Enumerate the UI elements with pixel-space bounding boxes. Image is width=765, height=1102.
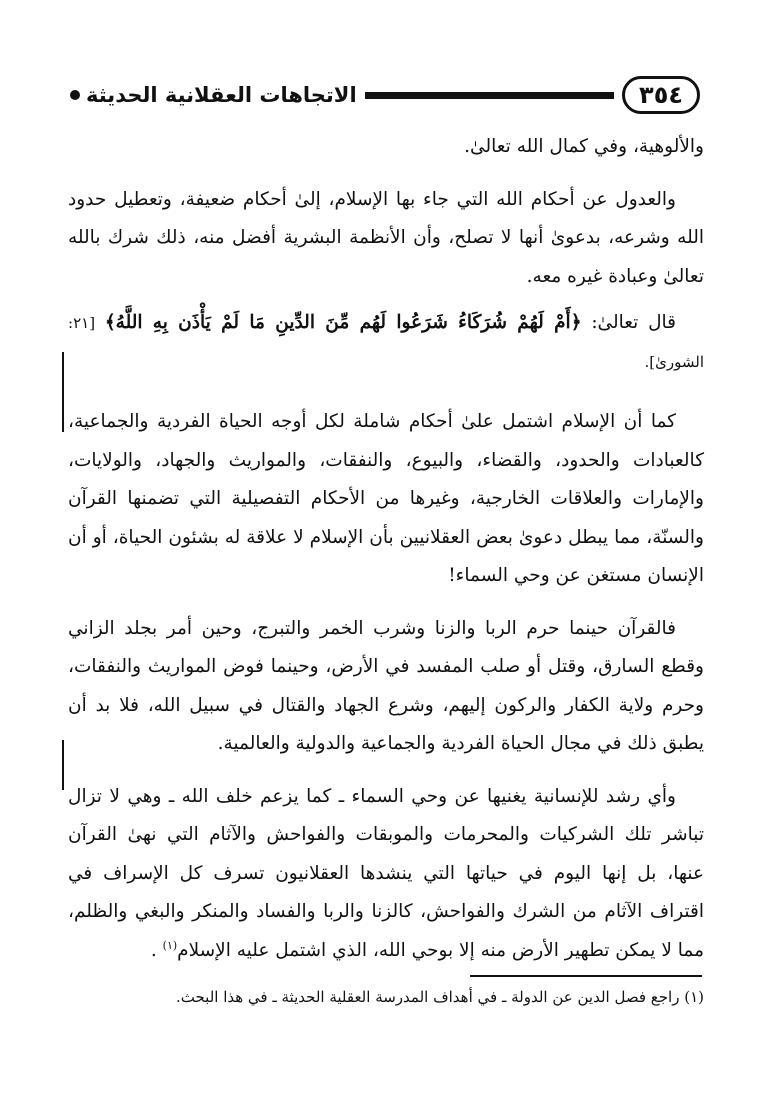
footnote: (١) راجع فصل الدين عن الدولة ـ في أهداف المدرسة العقلية الحديثة ـ في هذا البحث.	[175, 988, 704, 1006]
paragraph-end: .	[150, 939, 157, 961]
page-number: ٣٥٤	[622, 76, 700, 114]
quran-verse: ﴿أَمْ لَهُمْ شُرَكَاءُ شَرَعُوا لَهُم مِّنَ الدِّينِ مَا لَمْ يَأْذَن بِهِ اللَّهُ﴾	[104, 312, 582, 333]
paragraph	[68, 778, 704, 971]
page-header	[70, 74, 700, 116]
footnote-separator	[470, 975, 702, 977]
verse-paragraph	[68, 304, 704, 381]
running-title: الاتجاهات العقلانية الحديثة	[86, 83, 357, 107]
main-text	[68, 128, 704, 970]
paragraph: كما أن الإسلام اشتمل علىٰ أحكام شاملة لكل أوجه الحياة الفردية والجماعية، كالعبادات والحدود، والقضاء، والبيوع، والنفقات، والمواريث والجهاد، والولايات، والإمارات والعلاقات الخارجية، وغيرها من الأحكام التفصيلية التي تضمنها القرآن والسنّة، مما يبطل دعوىٰ بعض العقلانيين بأن الإسلام لا علاقة له بشئون الحياة، أو أن الإنسان مستغن عن وحي السماء!	[68, 411, 704, 586]
margin-mark	[62, 352, 64, 432]
footnote-marker[interactable]: (١)	[162, 938, 178, 952]
paragraph: والعدول عن أحكام الله التي جاء بها الإسلام، إلىٰ أحكام ضعيفة، وتعطيل حدود الله وشرعه، بدعوىٰ أنها لا تصلح، وأن الأنظمة البشرية أفضل منه، ذلك شرك بالله تعالىٰ وعبادة غيره معه.	[68, 188, 704, 287]
verse-reference: [٢١: الشورىٰ].	[68, 314, 704, 371]
verse-intro: قال تعالىٰ:	[591, 312, 676, 333]
paragraph: والألوهية، وفي كمال الله تعالىٰ.	[464, 136, 704, 157]
header-rule	[365, 92, 614, 99]
paragraph: فالقرآن حينما حرم الربا والزنا وشرب الخمر والتبرج، وحين أمر بجلد الزاني وقطع السارق، وقتل أو صلب المفسد في الأرض، وحينما فوض المواريث والنفقات، وحرم ولاية الكفار والركون إليهم، وشرع الجهاد والقتال في سبيل الله، فلا بد أن يطبق ذلك في مجال الحياة الفردية والجماعية والدولية والعالمية.	[68, 617, 704, 754]
bullet-icon	[70, 90, 80, 100]
paragraph-text: وأي رشد للإنسانية يغنيها عن وحي السماء ـ كما يزعم خلف الله ـ وهي لا تزال تباشر تلك الشركيات والمحرمات والموبقات والفواحش والآثام التي نهىٰ القرآن عنها، بل إنها اليوم في حياتها التي ينشدها العقلانيون تسرف كل الإسراف في اقتراف الآثام من الشرك والفواحش، كالزنا والربا والفساد والمنكر والبغي والظلم، مما لا يمكن تطهير الأرض منه إلا بوحي الله، الذي اشتمل عليه الإسلام	[68, 785, 704, 961]
margin-mark	[62, 740, 64, 790]
